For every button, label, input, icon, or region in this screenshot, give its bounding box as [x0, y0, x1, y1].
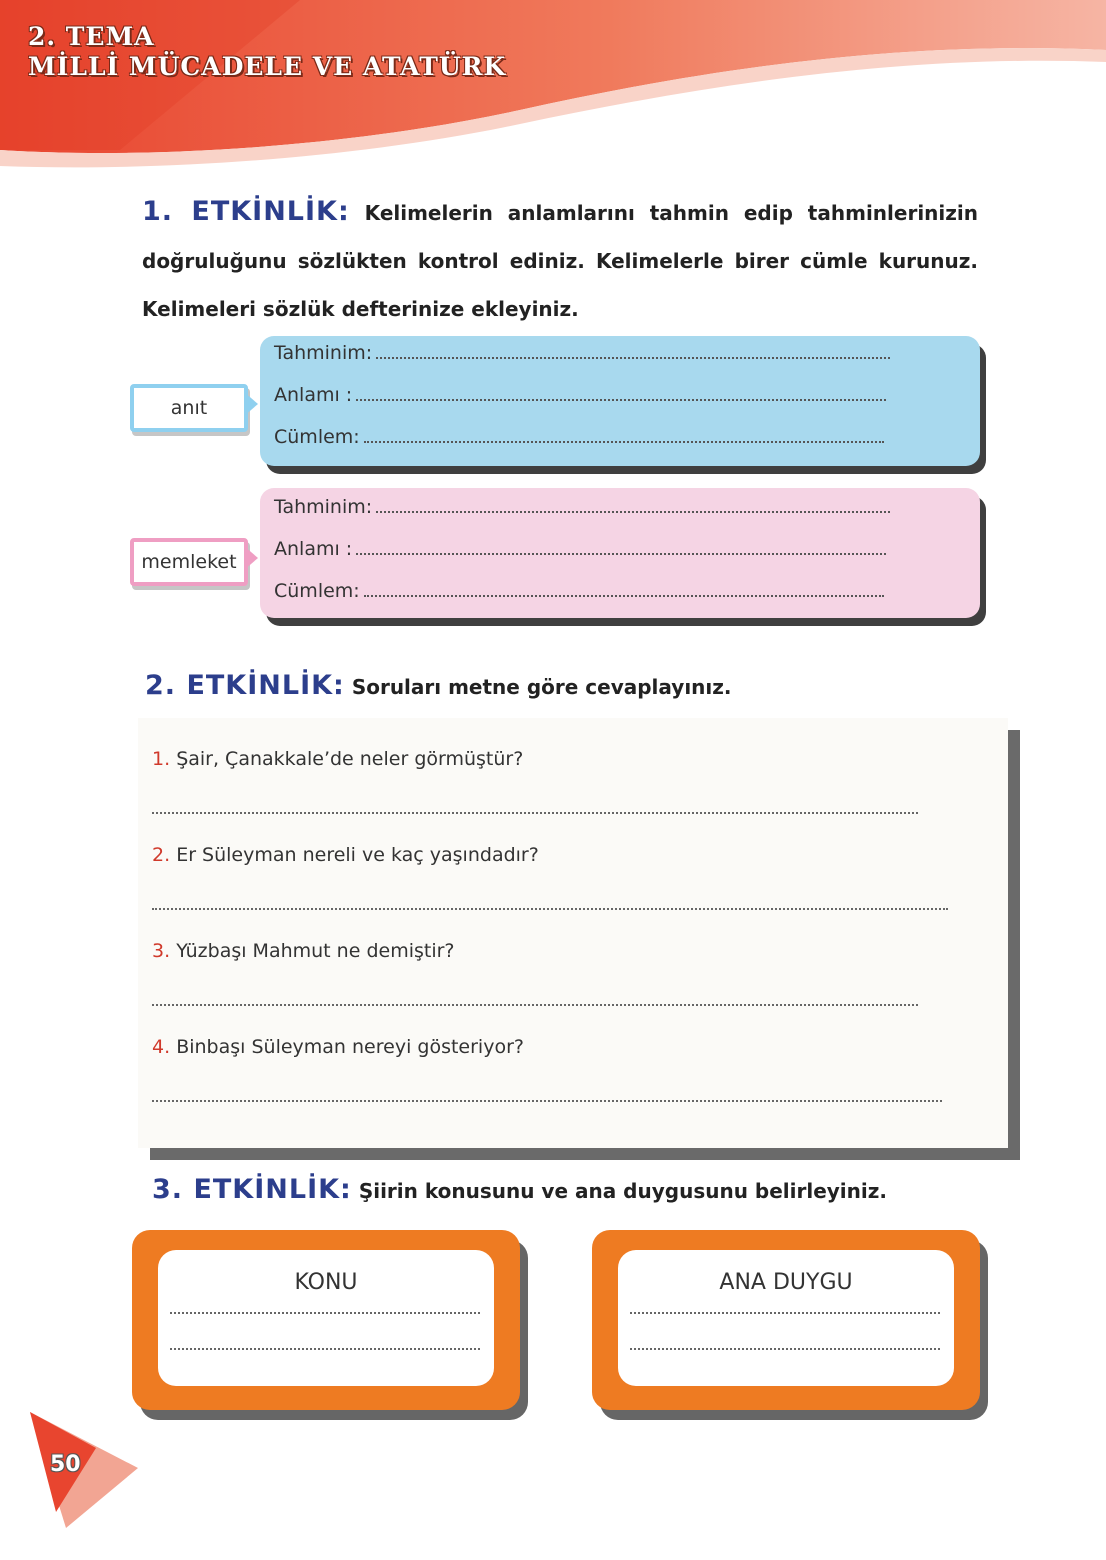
guess-label: Tahminim: — [274, 342, 373, 364]
answer-line[interactable] — [170, 1312, 480, 1314]
word-card-memleket — [260, 488, 980, 618]
meaning-line[interactable] — [274, 384, 886, 406]
guess-label: Tahminim: — [274, 496, 373, 518]
question-item — [152, 1036, 524, 1058]
question-number: 4. — [152, 1036, 171, 1058]
sentence-label: Cümlem: — [274, 580, 360, 602]
activity1-instruction: Kelimelerin anlamlarını tahmin edip tahminlerinizin doğruluğunu sözlükten kontrol ediniz. Kelimelerle birer cümle kurunuz. Kelimeleri sözlük defterinize ekleyiniz. — [142, 201, 979, 321]
question-text: Şair, Çanakkale’de neler görmüştür? — [176, 748, 524, 770]
meaning-label: Anlamı : — [274, 384, 353, 406]
question-number: 2. — [152, 844, 171, 866]
question-number: 1. — [152, 748, 171, 770]
activity3-label: 3. ETKİNLİK: — [152, 1174, 352, 1205]
activity2-label: 2. ETKİNLİK: — [145, 670, 345, 701]
main-emotion-box — [592, 1230, 980, 1410]
topic-title: KONU — [294, 1270, 358, 1295]
answer-line[interactable] — [152, 812, 918, 814]
meaning-line[interactable] — [274, 538, 886, 560]
answer-dots — [356, 395, 886, 401]
answer-line[interactable] — [630, 1348, 940, 1350]
answer-dots — [376, 507, 890, 513]
page-number: 50 — [50, 1452, 81, 1477]
question-item — [152, 748, 523, 770]
question-number: 3. — [152, 940, 171, 962]
main-emotion-box-inner — [618, 1250, 954, 1386]
main-emotion-title: ANA DUYGU — [719, 1270, 853, 1295]
questions-panel — [138, 718, 1008, 1148]
sentence-line[interactable] — [274, 426, 884, 448]
page-number-badge — [26, 1408, 142, 1532]
question-text: Yüzbaşı Mahmut ne demiştir? — [176, 940, 455, 962]
header-banner — [0, 0, 1106, 175]
answer-line[interactable] — [152, 1100, 942, 1102]
activity1-heading — [142, 188, 978, 333]
word-card-anit — [260, 336, 980, 466]
sentence-line[interactable] — [274, 580, 884, 602]
answer-line[interactable] — [152, 1004, 918, 1006]
answer-line[interactable] — [170, 1348, 480, 1350]
meaning-label: Anlamı : — [274, 538, 353, 560]
topic-box-inner — [158, 1250, 494, 1386]
theme-number: 2. TEMA — [28, 22, 155, 51]
word-label: memleket — [141, 551, 237, 573]
question-item — [152, 844, 539, 866]
question-text: Er Süleyman nereli ve kaç yaşındadır? — [176, 844, 539, 866]
tag-arrow — [244, 392, 258, 416]
answer-dots — [364, 591, 884, 597]
tag-arrow — [244, 546, 258, 570]
word-tag-anit — [130, 384, 248, 432]
guess-line[interactable] — [274, 496, 890, 518]
answer-dots — [364, 437, 884, 443]
activity1-label: 1. ETKİNLİK: — [142, 196, 350, 227]
answer-dots — [376, 353, 890, 359]
guess-line[interactable] — [274, 342, 890, 364]
activity2-heading — [145, 670, 732, 701]
sentence-label: Cümlem: — [274, 426, 360, 448]
answer-line[interactable] — [630, 1312, 940, 1314]
answer-line[interactable] — [152, 908, 948, 910]
activity3-heading — [152, 1174, 887, 1205]
answer-dots — [356, 549, 886, 555]
topic-box — [132, 1230, 520, 1410]
question-item — [152, 940, 455, 962]
activity2-instruction: Soruları metne göre cevaplayınız. — [351, 675, 732, 699]
question-text: Binbaşı Süleyman nereyi gösteriyor? — [176, 1036, 524, 1058]
activity3-instruction: Şiirin konusunu ve ana duygusunu belirleyiniz. — [358, 1179, 887, 1203]
word-label: anıt — [170, 397, 208, 419]
theme-title: MİLLİ MÜCADELE VE ATATÜRK — [28, 52, 507, 81]
word-tag-memleket — [130, 538, 248, 586]
